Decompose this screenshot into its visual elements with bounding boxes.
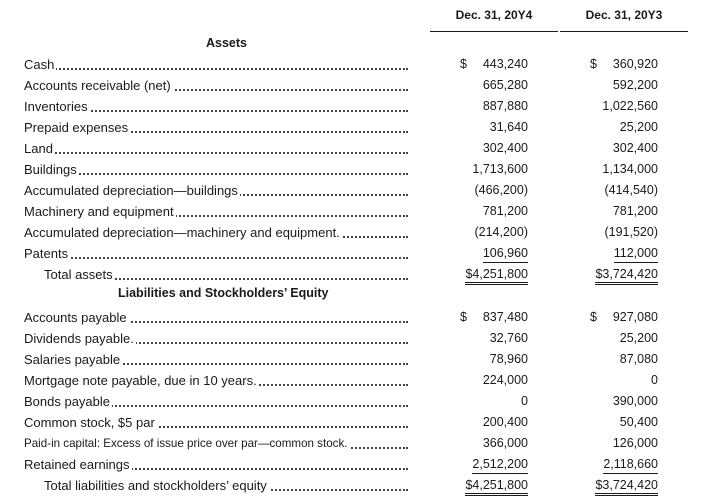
total-value-20y3: $3,724,420: [590, 266, 658, 283]
value-20y3: 592,200: [612, 78, 658, 92]
total-value-20y4: $4,251,800: [460, 266, 528, 283]
row-label: Dividends payable.: [24, 330, 408, 347]
row-label: Patents: [24, 245, 408, 262]
row-label: Salaries payable: [24, 351, 408, 368]
value-20y4: 366,000: [482, 436, 528, 450]
liabilities-section-title: Liabilities and Stockholders’ Equity: [118, 286, 329, 300]
row-label: Accounts receivable (net): [24, 77, 408, 94]
table-row: [0, 54, 728, 75]
value-20y4: 78,960: [489, 352, 528, 366]
table-row: [0, 75, 728, 96]
value-20y4: 302,400: [482, 141, 528, 155]
value-20y3: 1,022,560: [602, 99, 658, 113]
row-label: Accounts payable: [24, 309, 408, 326]
value-20y4: 31,640: [489, 120, 528, 134]
value-20y4: (214,200): [474, 225, 528, 239]
value-20y3: 781,200: [612, 204, 658, 218]
table-row: [0, 117, 728, 138]
value-20y4: (466,200): [474, 183, 528, 197]
row-label: Accumulated depreciation—machinery and equipment.: [24, 224, 408, 241]
row-label: Cash: [24, 56, 408, 73]
value-20y3: 1,134,000: [602, 162, 658, 176]
table-row: [0, 391, 728, 412]
total-value-20y3: $3,724,420: [590, 477, 658, 494]
value-20y4: 887,880: [482, 99, 528, 113]
value-20y3: 302,400: [612, 141, 658, 155]
row-label: Inventories: [24, 98, 408, 115]
row-label: Bonds payable: [24, 393, 408, 410]
table-row: [0, 243, 728, 264]
table-row: [0, 349, 728, 370]
value-20y4: $ 443,240: [460, 57, 528, 71]
row-label: Mortgage note payable, due in 10 years.: [24, 372, 408, 389]
value-20y3: 0: [651, 373, 658, 387]
value-20y3: 50,400: [619, 415, 658, 429]
value-20y4: $ 837,480: [460, 310, 528, 324]
table-row: [0, 454, 728, 475]
assets-section-title: Assets: [206, 36, 247, 50]
table-row: [0, 307, 728, 328]
dot-leader: [24, 68, 408, 70]
value-20y3: 2,118,660: [590, 456, 658, 473]
table-row: [0, 138, 728, 159]
row-label: Machinery and equipment: [24, 203, 408, 220]
value-20y3: $ 927,080: [590, 310, 658, 324]
table-row: [0, 433, 728, 454]
value-20y3: 390,000: [612, 394, 658, 408]
table-row-total: [0, 475, 728, 496]
value-20y4: 781,200: [482, 204, 528, 218]
value-20y4: 32,760: [489, 331, 528, 345]
value-20y3: (191,520): [604, 225, 658, 239]
row-label: Retained earnings: [24, 456, 408, 473]
value-20y3: $ 360,920: [590, 57, 658, 71]
table-row: [0, 201, 728, 222]
value-20y4: 1,713,600: [472, 162, 528, 176]
value-20y3: (414,540): [604, 183, 658, 197]
total-value-20y4: $4,251,800: [460, 477, 528, 494]
row-label: Paid-in capital: Excess of issue price over par—common stock.: [24, 435, 408, 452]
value-20y4: 665,280: [482, 78, 528, 92]
table-row: [0, 370, 728, 391]
table-row: [0, 159, 728, 180]
value-20y4: 2,512,200: [460, 456, 528, 473]
value-20y3: 25,200: [619, 331, 658, 345]
row-label: Land: [24, 140, 408, 157]
value-20y3: 25,200: [619, 120, 658, 134]
value-20y3: 112,000: [590, 245, 658, 262]
value-20y3: 87,080: [619, 352, 658, 366]
value-20y4: 0: [521, 394, 528, 408]
row-label: Accumulated depreciation—buildings: [24, 182, 408, 199]
table-row: [0, 96, 728, 117]
row-label: Buildings: [24, 161, 408, 178]
table-row-total: [0, 264, 728, 285]
row-label: Prepaid expenses: [24, 119, 408, 136]
value-20y3: 126,000: [612, 436, 658, 450]
table-row: [0, 222, 728, 243]
table-row: [0, 180, 728, 201]
column-header-dec-31-20y4: Dec. 31, 20Y4: [455, 8, 533, 22]
column-header-rule: [430, 31, 558, 32]
column-header-rule: [560, 31, 688, 32]
value-20y4: 200,400: [482, 415, 528, 429]
dot-leader: [24, 257, 408, 259]
value-20y4: 106,960: [460, 245, 528, 262]
row-label: Total assets: [44, 266, 408, 283]
row-label: Total liabilities and stockholders’ equity: [44, 477, 408, 494]
table-row: [0, 412, 728, 433]
row-label: Common stock, $5 par: [24, 414, 408, 431]
table-row: [0, 328, 728, 349]
dot-leader: [24, 152, 408, 154]
column-header-dec-31-20y3: Dec. 31, 20Y3: [585, 8, 663, 22]
dot-leader: [24, 173, 408, 175]
value-20y4: 224,000: [482, 373, 528, 387]
